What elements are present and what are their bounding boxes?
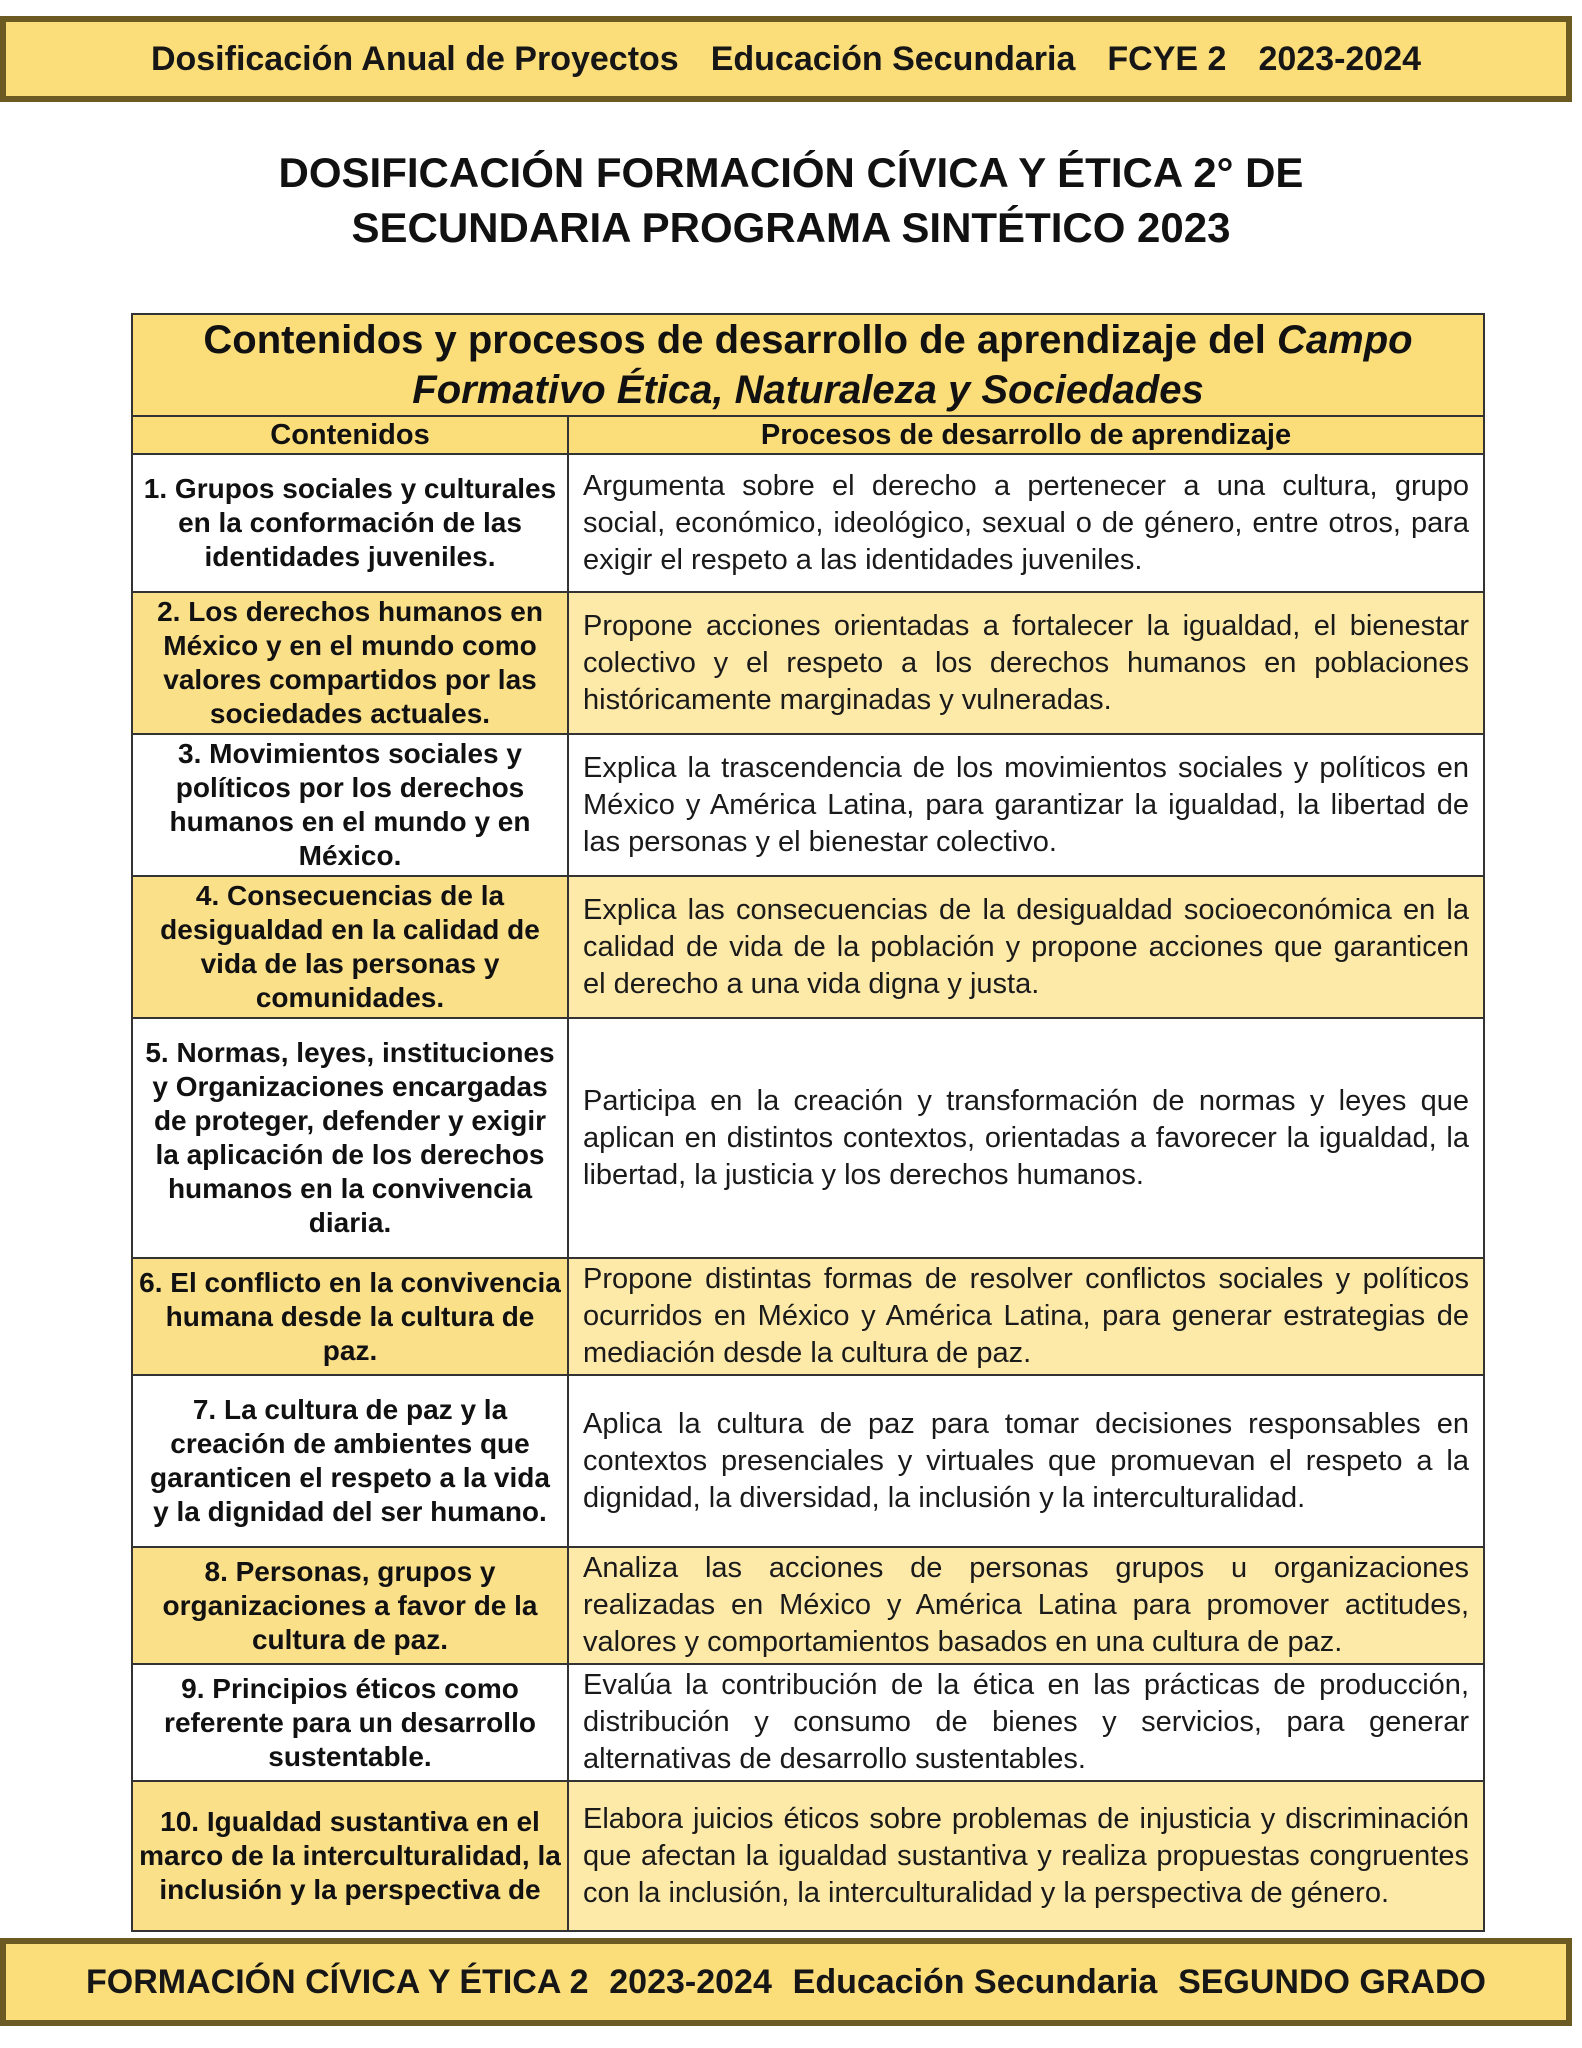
footer-item: 2023-2024 [609,1962,772,2001]
contenido-cell: 8. Personas, grupos y organizaciones a favor de la cultura de paz. [132,1547,568,1664]
footer-banner [0,1938,1572,2026]
proceso-cell: Aplica la cultura de paz para tomar decisiones responsables en contextos presenciales y virtuales que promuevan el respeto a la dignidad, la diversidad, la inclusión y la interculturalidad. [568,1375,1484,1547]
title-line-2: SECUNDARIA PROGRAMA SINTÉTICO 2023 [351,204,1231,251]
contenido-cell: 1. Grupos sociales y culturales en la conformación de las identidades juveniles. [132,454,568,592]
footer-item: Educación Secundaria [792,1962,1158,2001]
footer-item: FORMACIÓN CÍVICA Y ÉTICA 2 [86,1962,589,2001]
table-row [132,592,1484,734]
table-row [132,734,1484,876]
contenido-cell: 9. Principios éticos como referente para un desarrollo sustentable. [132,1664,568,1781]
header-banner [0,16,1572,102]
footer-item: SEGUNDO GRADO [1178,1962,1486,2001]
document-title [0,145,1582,255]
contenido-cell: 3. Movimientos sociales y políticos por los derechos humanos en el mundo y en México. [132,734,568,876]
header-item: Educación Secundaria [710,39,1076,78]
title-line-1: DOSIFICACIÓN FORMACIÓN CÍVICA Y ÉTICA 2° DE [278,149,1304,196]
column-header-contenidos: Contenidos [132,416,568,454]
contents-table [131,313,1485,1932]
contenido-cell: 2. Los derechos humanos en México y en el mundo como valores compartidos por las sociedades actuales. [132,592,568,734]
proceso-cell: Elabora juicios éticos sobre problemas de injusticia y discriminación que afectan la igualdad sustantiva y realiza propuestas congruentes con la inclusión, la interculturalidad y la perspectiva de género. [568,1781,1484,1931]
proceso-cell: Propone acciones orientadas a fortalecer la igualdad, el bienestar colectivo y el respeto a los derechos humanos en poblaciones históricamente marginadas y vulneradas. [568,592,1484,734]
proceso-cell: Argumenta sobre el derecho a pertenecer a una cultura, grupo social, económico, ideológico, sexual o de género, entre otros, para exigir el respeto a las identidades juveniles. [568,454,1484,592]
campo-heading [132,314,1484,416]
proceso-cell: Explica las consecuencias de la desigualdad socioeconómica en la calidad de vida de la población y propone acciones que garanticen el derecho a una vida digna y justa. [568,876,1484,1018]
table-row [132,1781,1484,1931]
table-row [132,1664,1484,1781]
table-row [132,1018,1484,1258]
table-row [132,1258,1484,1375]
proceso-cell: Evalúa la contribución de la ética en las prácticas de producción, distribución y consumo de bienes y servicios, para generar alternativas de desarrollo sustentables. [568,1664,1484,1781]
campo-heading-prefix: Contenidos y procesos de desarrollo de aprendizaje del [203,318,1278,362]
column-header-procesos: Procesos de desarrollo de aprendizaje [568,416,1484,454]
table-row [132,876,1484,1018]
header-item: 2023-2024 [1258,39,1422,78]
proceso-cell: Participa en la creación y transformación de normas y leyes que aplican en distintos contextos, orientadas a favorecer la igualdad, la libertad, la justicia y los derechos humanos. [568,1018,1484,1258]
proceso-cell: Explica la trascendencia de los movimientos sociales y políticos en México y América Latina, para garantizar la igualdad, la libertad de las personas y el bienestar colectivo. [568,734,1484,876]
proceso-cell: Propone distintas formas de resolver conflictos sociales y políticos ocurridos en México y América Latina, para generar estrategias de mediación desde la cultura de paz. [568,1258,1484,1375]
contenido-cell: 10. Igualdad sustantiva en el marco de la interculturalidad, la inclusión y la perspectiva de [132,1781,568,1931]
table-row [132,1547,1484,1664]
header-item: Dosificación Anual de Proyectos [150,39,679,78]
contenido-cell: 7. La cultura de paz y la creación de ambientes que garanticen el respeto a la vida y la dignidad del ser humano. [132,1375,568,1547]
header-item: FCYE 2 [1107,39,1227,78]
campo-heading-italic: Campo Formativo Ética, Naturaleza y Sociedades [412,318,1413,412]
contenido-cell: 5. Normas, leyes, instituciones y Organizaciones encargadas de proteger, defender y exigir la aplicación de los derechos humanos en la convivencia diaria. [132,1018,568,1258]
proceso-cell: Analiza las acciones de personas grupos u organizaciones realizadas en México y América Latina para promover actitudes, valores y comportamientos basados en una cultura de paz. [568,1547,1484,1664]
contenido-cell: 4. Consecuencias de la desigualdad en la calidad de vida de las personas y comunidades. [132,876,568,1018]
contenido-cell: 6. El conflicto en la convivencia humana desde la cultura de paz. [132,1258,568,1375]
table-row [132,1375,1484,1547]
table-row [132,454,1484,592]
